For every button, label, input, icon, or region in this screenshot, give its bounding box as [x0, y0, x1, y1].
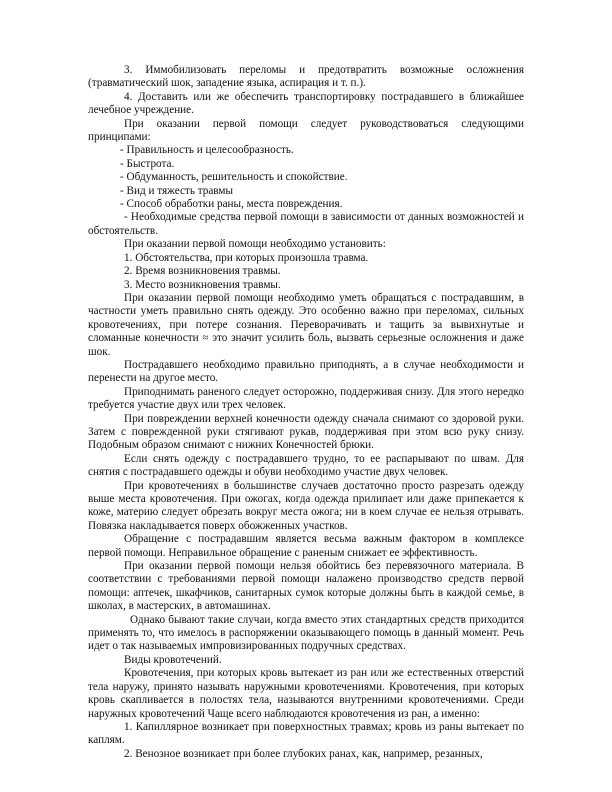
- paragraph: Обращение с пострадавшим является весьма важным фактором в комплексе первой помощи. Неправильное обращение с раненым снижает ее эффективность.: [88, 533, 524, 559]
- paragraph: 2. Венозное возникает при более глубоких ранах, как, например, резанных,: [124, 747, 483, 760]
- paragraph: Пострадавшего необходимо правильно приподнять, а в случае необходимости и перенести на другое место.: [88, 358, 524, 385]
- paragraph: 3. Место возникновения травмы.: [124, 278, 281, 291]
- paragraph: - Способ обработки раны, места повреждения.: [120, 198, 343, 211]
- paragraph: Однако бывают такие случаи, когда вместо этих стандартных средств приходится применять то, что имелось в распоряжении оказывающего помощь в данный момент. Речь идет о так называемых импровизированных подручных средствах.: [88, 613, 524, 653]
- paragraph: Кровотечения, при которых кровь вытекает из ран или же естественных отверстий тела наружу, принято называть наружными кровотечениями. Кровотечения, при которых кровь скапливается в полостях тела, называются внутренними кровотечениями. Среди наружных кровотечений Чаще всего наблюдаются кровотечения из ран, а именно:: [88, 667, 524, 720]
- paragraph: 1. Обстоятельства, при которых произошла травма.: [124, 251, 369, 264]
- paragraph: 3. Иммобилизовать переломы и предотвратить возможные осложнения (травматический шок, западение языка, аспирация и т. п.).: [88, 64, 524, 90]
- paragraph: При кровотечениях в большинстве случаев достаточно просто разрезать одежду выше места кровотечения. При ожогах, когда одежда прилипает или даже припекается к коже, материю следует обрезать вокруг места ожога; ни в коем случае ее нельзя отрывать. Повязка накладывается поверх обожженных участков.: [88, 479, 524, 532]
- paragraph: При оказании первой помощи нельзя обойтись без перевязочного материала. В соответствии с требованиями первой помощи налажено производство средств первой помощи: аптечек, шкафчиков, санитарных сумок которые должны быть в каждой семье, в школах, в мастерских, в автомашинах.: [88, 560, 524, 613]
- paragraph: Если снять одежду с пострадавшего трудно, то ее распарывают по швам. Для снятия с пострадавшего одежды и обуви необходимо участие двух человек.: [88, 452, 524, 479]
- paragraph: 1. Капиллярное возникает при поверхностных травмах; кровь из раны вытекает по каплям.: [88, 720, 524, 747]
- paragraph: При оказании первой помощи необходимо уметь обращаться с пострадавшим, в частности уметь правильно снять одежду. Это особенно важно при переломах, сильных кровотечениях, при потере сознания. Переворачивать и тащить за вывихнутые и сломанные конечности ≈ это значит усилить боль, вызвать серьезные осложнения и даже шок.: [88, 291, 524, 358]
- document-page: [88, 64, 524, 761]
- paragraph: 2. Время возникновения травмы.: [124, 265, 281, 278]
- paragraph: При повреждении верхней конечности одежду сначала снимают со здоровой руки. Затем с поврежденной руки стягивают рукав, поддерживая при этом всю руку снизу. Подобным образом снимают с нижних Конечностей брюки.: [88, 412, 524, 452]
- paragraph: - Вид и тяжесть травмы: [120, 184, 233, 197]
- paragraph: - Обдуманность, решительность и спокойствие.: [120, 171, 348, 184]
- paragraph: - Правильность и целесообразность.: [120, 144, 294, 157]
- paragraph: При оказании первой помощи следует руководствоваться следующими принципами:: [88, 117, 524, 144]
- paragraph: При оказании первой помощи необходимо установить:: [124, 238, 386, 251]
- paragraph: 4. Доставить или же обеспечить транспортировку пострадавшего в ближайшее лечебное учреждение.: [88, 90, 524, 117]
- paragraph: Приподнимать раненого следует осторожно, поддерживая снизу. Для этого нередко требуется участие двух или трех человек.: [88, 385, 524, 412]
- paragraph: Виды кровотечений.: [124, 653, 222, 666]
- paragraph: - Быстрота.: [120, 157, 175, 170]
- paragraph: - Необходимые средства первой помощи в зависимости от данных возможностей и обстоятельств.: [88, 211, 524, 237]
